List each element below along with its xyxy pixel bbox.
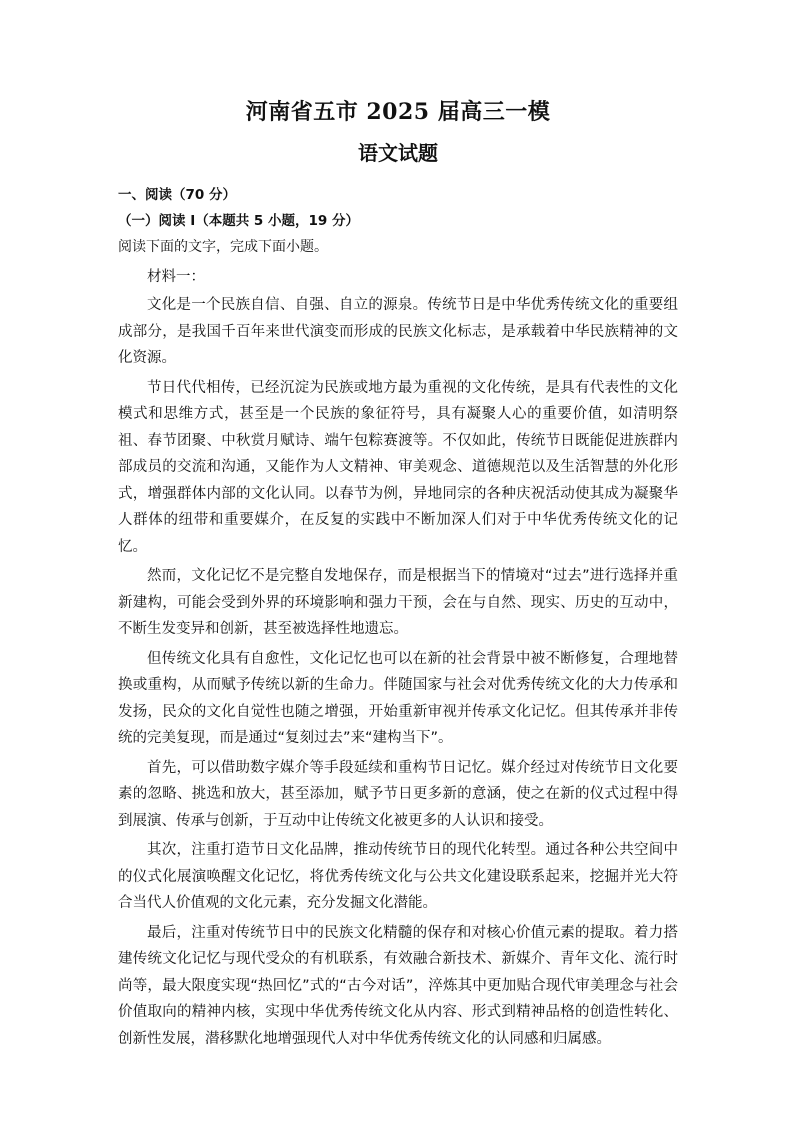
reading-instruction: 阅读下面的文字，完成下面小题。	[118, 239, 328, 255]
exam-title: 河南省五市 2025 届高三一模	[245, 99, 551, 125]
paragraph: 其次，注重打造节日文化品牌，推动传统节日的现代化转型。通过各种公共空间中的仪式化展演唤醒文化记忆，将优秀传统文化与公共文化建设联系起来，挖掘并光大符合当代人价值观的文化元素，充分发掘文化潜能。	[118, 842, 678, 911]
paragraph: 文化是一个民族自信、自强、自立的源泉。传统节日是中华优秀传统文化的重要组成部分，是我国千百年来世代演变而形成的民族文化标志，是承载着中华民族精神的文化资源。	[118, 297, 678, 366]
section-heading: 一、阅读（70 分）	[118, 187, 236, 203]
paragraph: 最后，注重对传统节日中的民族文化精髓的保存和对核心价值元素的提取。着力搭建传统文化记忆与现代受众的有机联系，有效融合新技术、新媒介、青年文化、流行时尚等，最大限度实现“热回忆”式的“古今对话”，淬炼其中更加贴合现代审美理念与社会价值取向的精神内核，实现中华优秀传统文化从内容、形式到精神品格的创造性转化、创新性发展，潜移默化地增强现代人对中华优秀传统文化的认同感和归属感。	[118, 924, 678, 1047]
document-page	[118, 96, 678, 1055]
material-label: 材料一：	[147, 269, 205, 285]
paragraph: 首先，可以借助数字媒介等手段延续和重构节日记忆。媒介经过对传统节日文化要素的忽略、挑选和放大，甚至添加，赋予节日更多新的意涵，使之在新的仪式过程中得到展演、传承与创新，于互动中让传统文化被更多的人认识和接受。	[118, 759, 678, 829]
paragraph: 节日代代相传，已经沉淀为民族或地方最为重视的文化传统，是具有代表性的文化模式和思维方式，甚至是一个民族的象征符号，具有凝聚人心的重要价值，如清明祭祖、春节团聚、中秋赏月赋诗、端午包粽赛渡等。不仅如此，传统节日既能促进族群内部成员的交流和沟通，又能作为人文精神、审美观念、道德规范以及生活智慧的外化形式，增强群体内部的文化认同。以春节为例，异地同宗的各种庆祝活动使其成为凝聚华人群体的纽带和重要媒介，在反复的实践中不断加深人们对于中华优秀传统文化的记忆。	[118, 379, 678, 555]
subsection-heading: （一）阅读 I（本题共 5 小题，19 分）	[118, 213, 360, 229]
paragraph: 然而，文化记忆不是完整自发地保存，而是根据当下的情境对“过去”进行选择并重新建构，可能会受到外界的环境影响和强力干预，会在与自然、现实、历史的互动中，不断生发变异和创新，甚至被选择性地遗忘。	[118, 568, 678, 637]
paragraph: 但传统文化具有自愈性，文化记忆也可以在新的社会背景中被不断修复，合理地替换或重构，从而赋予传统以新的生命力。伴随国家与社会对优秀传统文化的大力传承和发扬，民众的文化自觉性也随之增强，开始重新审视并传承文化记忆。但其传承并非传统的完美复现，而是通过“复刻过去”来“建构当下”。	[118, 650, 678, 746]
exam-subtitle: 语文试题	[358, 141, 438, 165]
